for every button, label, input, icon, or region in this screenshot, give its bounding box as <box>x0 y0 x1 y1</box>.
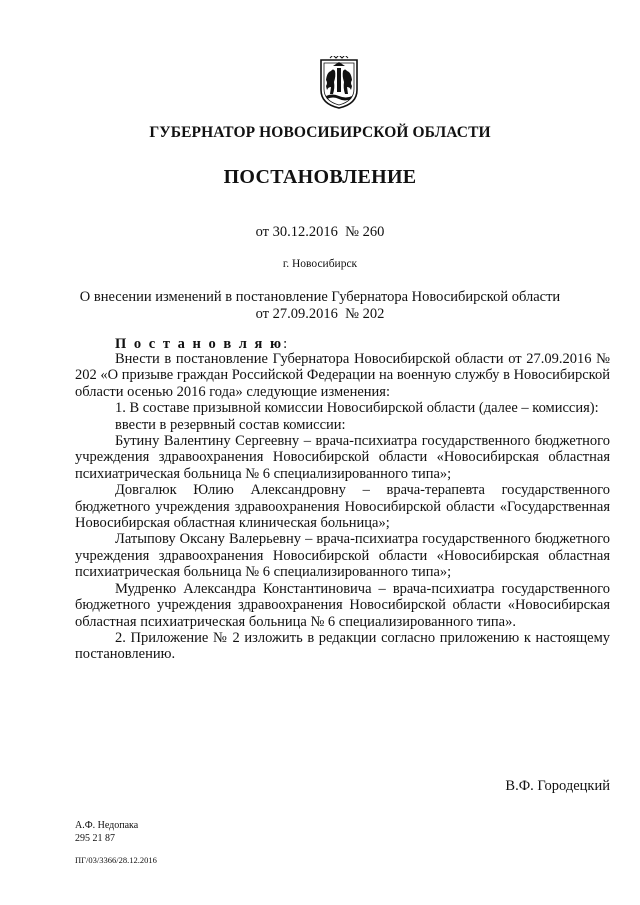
body-paragraph-mudrenko: Мудренко Александра Константиновича – врача-психиатра государственного бюджетного учреждения здравоохранения Новосибирской области «Новосибирская областная психиатрическая больница № 6 специализированного типа». <box>75 580 610 630</box>
body-paragraph-reserve: ввести в резервный состав комиссии: <box>115 416 346 433</box>
resolve-word: П о с т а н о в л я ю <box>115 336 284 352</box>
executor-phone: 295 21 87 <box>75 832 115 844</box>
executor-name: А.Ф. Недопака <box>75 820 139 831</box>
executor-block <box>75 820 138 845</box>
body-paragraph-item-2: 2. Приложение № 2 изложить в редакции согласно приложению к настоящему постановлению. <box>75 629 610 663</box>
document-body <box>75 351 610 663</box>
document-date-number: от 30.12.2016 № 260 <box>255 224 385 240</box>
body-paragraph-item-1: 1. В составе призывной комиссии Новосибирской области (далее – комиссия): <box>115 400 599 417</box>
document-subject <box>70 289 570 322</box>
body-paragraph-butina: Бутину Валентину Сергеевну – врача-психиатра государственного бюджетного учреждения здравоохранения Новосибирской области «Новосибирская областная психиатрическая больница № 6 специализированного типа»; <box>75 433 610 482</box>
document-city: г. Новосибирск <box>282 258 358 270</box>
document-type-heading: ПОСТАНОВЛЕНИЕ <box>223 166 417 188</box>
body-paragraph-intro: Внести в постановление Губернатора Новосибирской области от 27.09.2016 № 202 «О призыве граждан Российской Федерации на военную службу в Новосибирской области осенью 2016 года» следующие изменения: <box>75 351 610 400</box>
body-paragraph-dovgalyuk: Довгалюк Юлию Александровну – врача-терапевта государственного бюджетного учреждения здравоохранения Новосибирской области «Государственная Новосибирская областная клиническая больница»; <box>75 482 610 532</box>
body-paragraph-latypova: Латыпову Оксану Валерьевну – врача-психиатра государственного бюджетного учреждения здравоохранения Новосибирской области «Новосибирская областная психиатрическая больница № 6 специализированного типа»; <box>75 531 610 581</box>
document-code: ПГ/03/3366/28.12.2016 <box>75 855 157 865</box>
subject-line-2: от 27.09.2016 № 202 <box>255 305 385 322</box>
signatory-name: В.Ф. Городецкий <box>505 778 610 794</box>
resolve-colon: : <box>283 336 290 352</box>
subject-line-1: О внесении изменений в постановление Губернатора Новосибирской области <box>79 289 561 305</box>
coat-of-arms-icon <box>318 56 360 110</box>
issuer-title: ГУБЕРНАТОР НОВОСИБИРСКОЙ ОБЛАСТИ <box>149 124 491 141</box>
